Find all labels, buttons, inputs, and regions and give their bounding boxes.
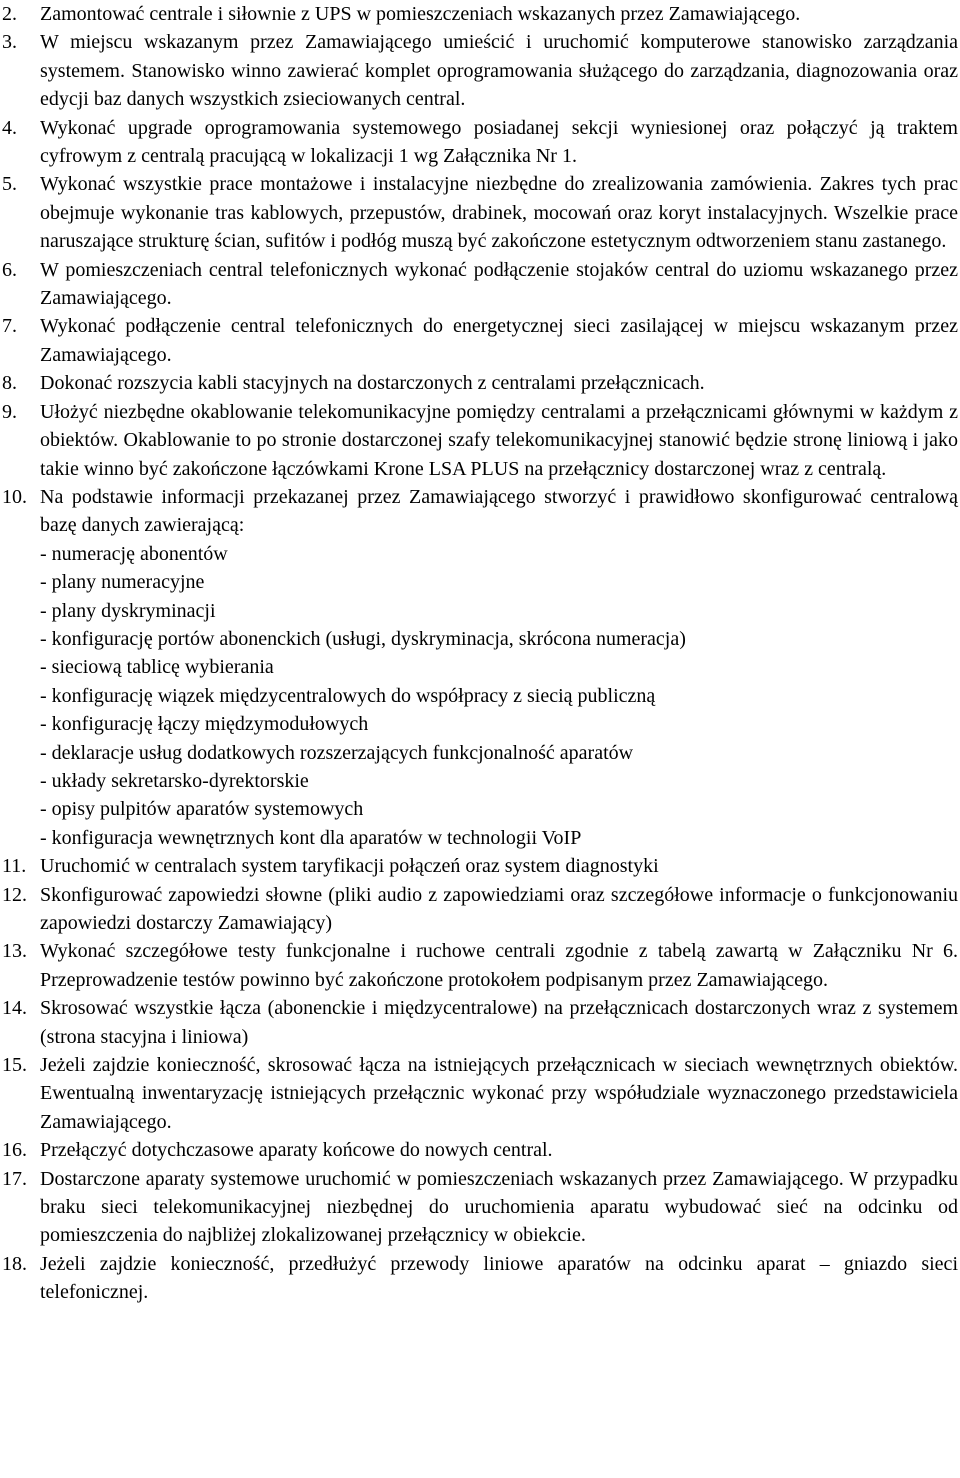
sub-item: - konfiguracja wewnętrznych kont dla aparatów w technologii VoIP <box>40 826 582 849</box>
item-body <box>40 483 958 852</box>
item-text: Ułożyć niezbędne okablowanie telekomunikacyjne pomiędzy centralami a przełącznicami głównymi w każdym z obiektów. Okablowanie to po stronie dostarczonej szafy telekomunikacyjnej stanowić będzie stronę liniową i jako takie winno być zakończone łączówkami Krone LSA PLUS na przełącznicy dostarczonej wraz z centralą. <box>40 400 958 480</box>
list-item-5 <box>0 170 958 255</box>
item-text: W pomieszczeniach central telefonicznych wykonać podłączenie stojaków central do uziomu wskazanego przez Zamawiającego. <box>40 258 958 310</box>
list-item-14 <box>0 994 958 1051</box>
list-item-6 <box>0 256 958 313</box>
item-text: Jeżeli zajdzie konieczność, przedłużyć przewody liniowe aparatów na odcinku aparat – gniazdo sieci telefonicznej. <box>40 1252 958 1304</box>
sub-item: - sieciową tablicę wybierania <box>40 656 274 679</box>
sub-item: - konfigurację wiązek międzycentralowych do współpracy z siecią publiczną <box>40 684 656 707</box>
list-item-15 <box>0 1051 958 1136</box>
item-text: Dokonać rozszycia kabli stacyjnych na dostarczonych z centralami przełącznicach. <box>40 372 705 395</box>
item-number: 7. <box>2 315 17 338</box>
item-text: Wykonać podłączenie central telefonicznych do energetycznej sieci zasilającej w miejscu wskazanym przez Zamawiającego. <box>40 315 958 366</box>
sub-item: - deklaracje usług dodatkowych rozszerzających funkcjonalność aparatów <box>40 741 634 764</box>
sub-item: - układy sekretarsko-dyrektorskie <box>40 769 309 792</box>
item-number: 4. <box>2 116 17 139</box>
item-number: 15. <box>2 1054 27 1077</box>
item-number: 6. <box>2 258 17 281</box>
list-item-16 <box>0 1136 958 1164</box>
item-number: 2. <box>2 3 17 25</box>
item-text: Skrosować wszystkie łącza (abonenckie i międzycentralowe) na przełącznicach dostarczonych wraz z systemem (strona stacyjna i liniowa) <box>40 997 958 1048</box>
item-text: Wykonać wszystkie prace montażowe i instalacyjne niezbędne do zrealizowania zamówienia. Zakres tych prac obejmuje wykonanie tras kablowych, przepustów, drabinek, mocowań oraz koryt instalacyjnych. Wszelkie prace naruszające strukturę ścian, sufitów i podłóg muszą być zakończone estetycznym odtworzeniem stanu zastanego. <box>40 173 958 253</box>
item-number: 8. <box>2 372 17 395</box>
item-number: 11. <box>2 855 27 878</box>
list-item-10 <box>0 483 958 852</box>
sub-item: - numerację abonentów <box>40 542 228 565</box>
list-item-12 <box>0 881 958 938</box>
sub-item: - konfigurację łączy międzymodułowych <box>40 713 369 736</box>
item-text: Skonfigurować zapowiedzi słowne (pliki audio z zapowiedziami oraz szczegółowe informacje o funkcjonowaniu zapowiedzi dostarczy Zamawiający) <box>40 883 958 934</box>
list-item-11 <box>0 852 958 880</box>
sub-item: - plany numeracyjne <box>40 571 205 594</box>
item-text: Przełączyć dotychczasowe aparaty końcowe do nowych central. <box>40 1139 553 1162</box>
item-number: 5. <box>2 173 17 196</box>
item-text: Uruchomić w centralach system taryfikacji połączeń oraz system diagnostyki <box>40 855 659 878</box>
list-item-8 <box>0 369 958 397</box>
list-item-17 <box>0 1165 958 1250</box>
sub-item: - konfigurację portów abonenckich (usługi, dyskryminacja, skrócona numeracja) <box>40 627 686 650</box>
item-text: Jeżeli zajdzie konieczność, skrosować łącza na istniejących przełącznicach w sieciach wewnętrznych obiektów. Ewentualną inwentaryzację istniejących przełącznic wykonać przy współudziale wyznaczonego przedstawiciela Zamawiającego. <box>40 1054 958 1133</box>
list-item-13 <box>0 937 958 994</box>
item-text: Dostarczone aparaty systemowe uruchomić w pomieszczeniach wskazanych przez Zamawiającego. W przypadku braku sieci telekomunikacyjnej niezbędnej do uruchomienia aparatu wybudować sieć na odcinku od pomieszczenia do najbliżej zlokalizowanej przełącznicy w obiekcie. <box>40 1167 958 1247</box>
item-number: 12. <box>2 883 27 906</box>
item-number: 13. <box>2 940 27 963</box>
item-number: 18. <box>2 1252 27 1275</box>
sub-item: - plany dyskryminacji <box>40 599 216 622</box>
item-text: Zamontować centrale i siłownie z UPS w pomieszczeniach wskazanych przez Zamawiającego. <box>40 3 801 25</box>
item-number: 17. <box>2 1167 27 1190</box>
item-number: 3. <box>2 31 17 54</box>
item-text: Wykonać upgrade oprogramowania systemowego posiadanej sekcji wyniesionej oraz połączyć ją traktem cyfrowym z centralą pracującą w lokalizacji 1 wg Załącznika Nr 1. <box>40 116 958 168</box>
database-contents-list <box>40 540 958 852</box>
list-item-4 <box>0 114 958 171</box>
item-text: Wykonać szczegółowe testy funkcjonalne i ruchowe centrali zgodnie z tabelą zawartą w Załączniku Nr 6. Przeprowadzenie testów powinno być zakończone protokołem podpisanym przez Zamawiającego. <box>40 940 958 991</box>
item-number: 9. <box>2 400 17 423</box>
item-number: 14. <box>2 997 27 1020</box>
item-text: Na podstawie informacji przekazanej przez Zamawiającego stworzyć i prawidłowo skonfigurować centralową bazę danych zawierającą: <box>40 485 958 537</box>
list-item-7 <box>0 312 958 369</box>
item-number: 10. <box>2 485 27 508</box>
sub-item: - opisy pulpitów aparatów systemowych <box>40 798 364 821</box>
item-number: 16. <box>2 1139 27 1162</box>
list-item-3 <box>0 28 958 113</box>
item-text: W miejscu wskazanym przez Zamawiającego umieścić i uruchomić komputerowe stanowisko zarządzania systemem. Stanowisko winno zawierać komplet oprogramowania służącego do zarządzania, diagnozowania oraz edycji baz danych wszystkich zsieciowanych central. <box>40 31 958 111</box>
list-item-18 <box>0 1250 958 1307</box>
list-item-2 <box>0 0 958 28</box>
list-item-9 <box>0 398 958 483</box>
